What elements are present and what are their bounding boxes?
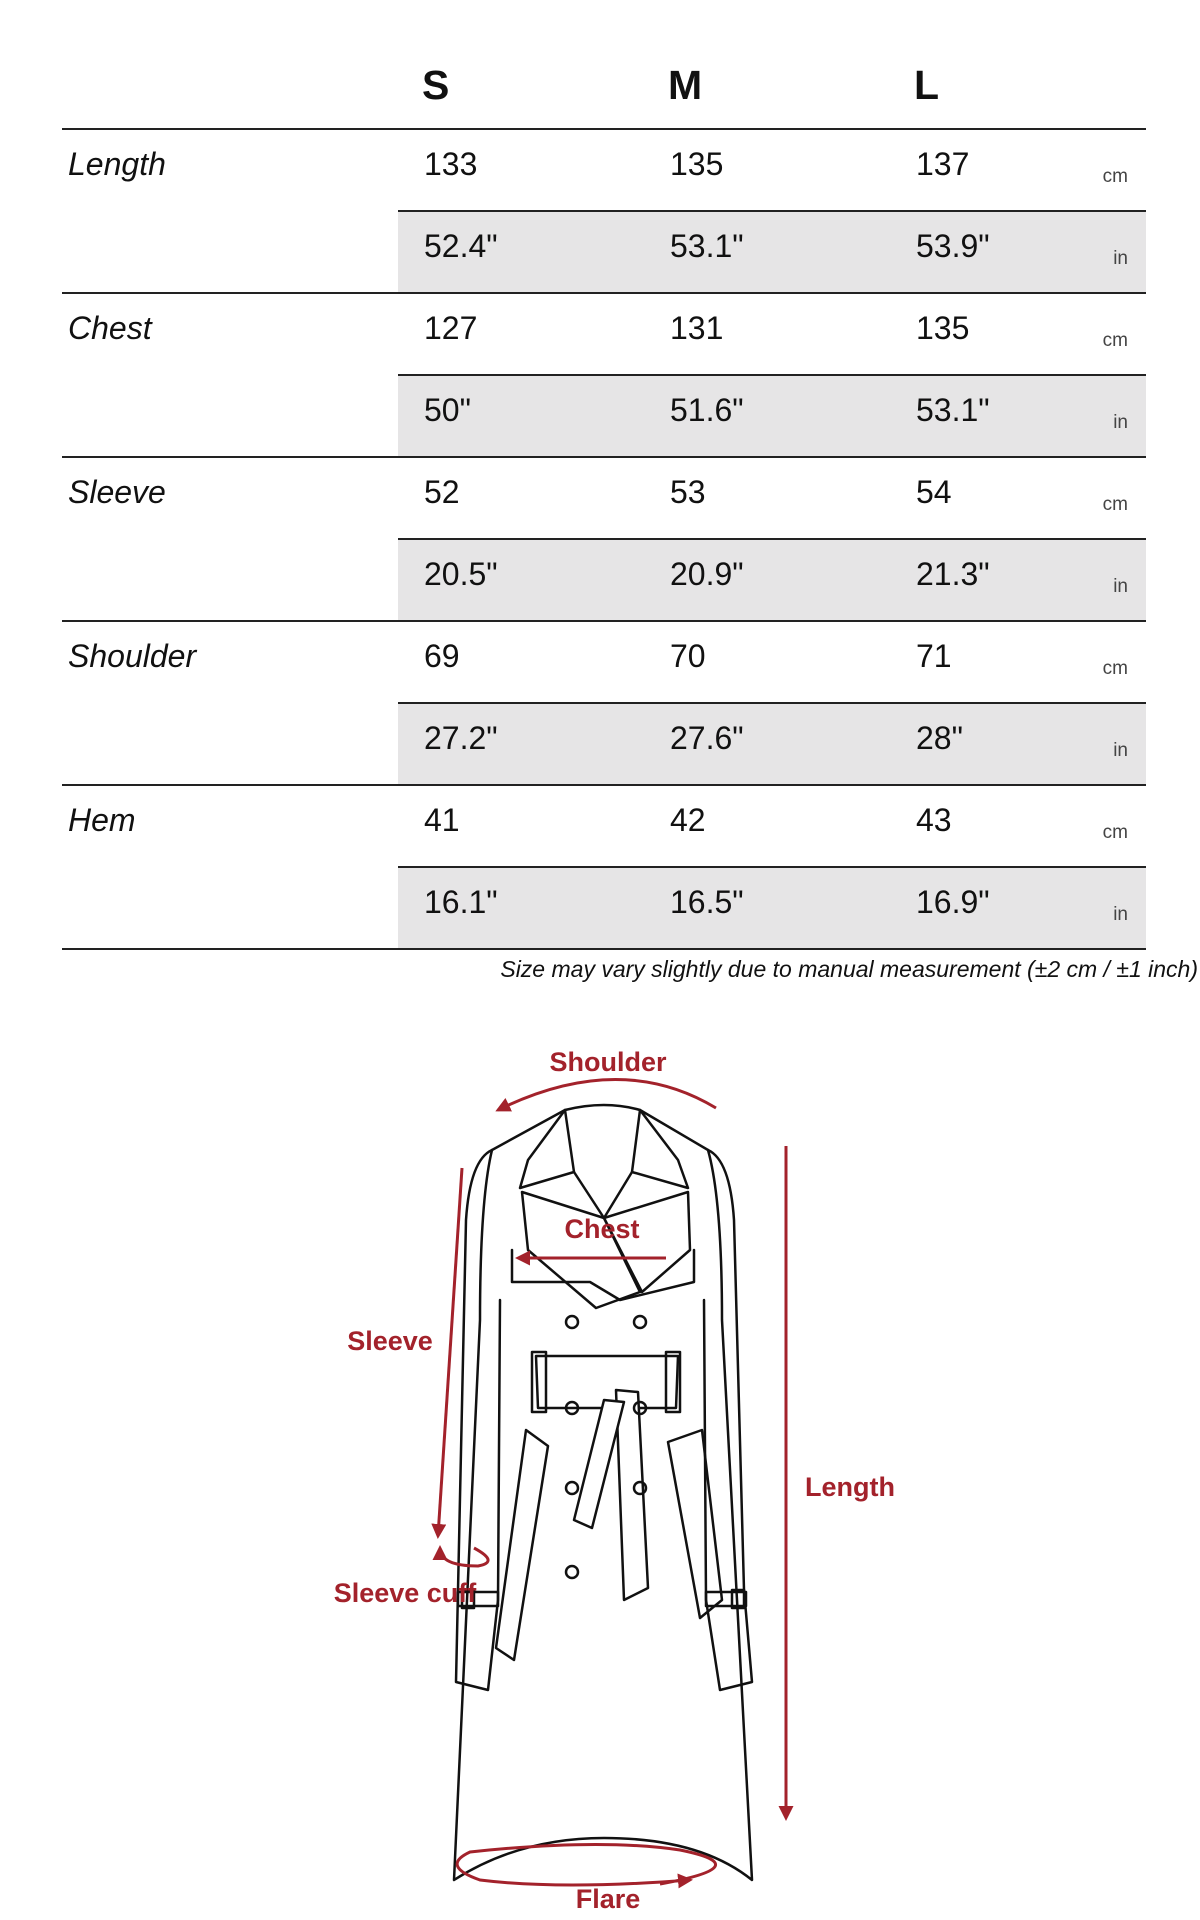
cm-value: 53 xyxy=(670,474,706,510)
inch-value: 27.6" xyxy=(670,720,744,756)
cm-value: 131 xyxy=(670,310,724,346)
length-label: Length xyxy=(805,1472,895,1502)
measurement-label-shoulder: Shoulder xyxy=(68,638,197,674)
inch-value: 16.5" xyxy=(670,884,744,920)
row-rule xyxy=(62,292,1146,294)
flare-label: Flare xyxy=(575,1884,641,1914)
inch-unit: in xyxy=(1113,248,1128,269)
row-rule xyxy=(62,784,1146,786)
cm-value: 54 xyxy=(916,474,952,510)
cm-value: 135 xyxy=(670,146,724,182)
header-rule xyxy=(62,128,1146,130)
cm-value: 52 xyxy=(424,474,460,510)
chest-label: Chest xyxy=(564,1214,640,1244)
cm-unit: cm xyxy=(1102,822,1128,843)
inch-unit: in xyxy=(1113,576,1128,597)
inch-value: 16.1" xyxy=(424,884,498,920)
inch-value: 52.4" xyxy=(424,228,498,264)
sub-rule xyxy=(398,538,1146,540)
cm-value: 70 xyxy=(670,638,706,674)
cm-value: 69 xyxy=(424,638,460,674)
flare-arrow xyxy=(457,1844,715,1885)
inch-value: 16.9" xyxy=(916,884,990,920)
size-header-m: M xyxy=(668,62,703,108)
measurement-label-length: Length xyxy=(68,146,166,182)
sleeve-cuff-label: Sleeve cuff xyxy=(333,1578,477,1608)
size-header-l: L xyxy=(914,62,940,108)
size-header-s: S xyxy=(422,62,450,108)
row-rule xyxy=(62,620,1146,622)
sleeve-label: Sleeve xyxy=(347,1326,433,1356)
inch-value: 51.6" xyxy=(670,392,744,428)
measurement-label-chest: Chest xyxy=(68,310,152,346)
inch-row-shade xyxy=(398,211,1146,292)
inch-value: 53.1" xyxy=(670,228,744,264)
inch-row-shade xyxy=(398,539,1146,620)
inch-row-shade xyxy=(398,703,1146,784)
size-table xyxy=(62,0,1146,952)
inch-value: 21.3" xyxy=(916,556,990,592)
measurement-label-sleeve: Sleeve xyxy=(68,474,166,510)
shoulder-label: Shoulder xyxy=(549,1047,667,1077)
cm-value: 133 xyxy=(424,146,478,182)
cm-unit: cm xyxy=(1102,166,1128,187)
inch-unit: in xyxy=(1113,412,1128,433)
inch-row-shade xyxy=(398,375,1146,456)
cm-unit: cm xyxy=(1102,494,1128,515)
cm-value: 43 xyxy=(916,802,952,838)
inch-value: 20.5" xyxy=(424,556,498,592)
cm-value: 127 xyxy=(424,310,478,346)
sub-rule xyxy=(398,374,1146,376)
row-rule xyxy=(62,948,1146,950)
sub-rule xyxy=(398,702,1146,704)
sub-rule xyxy=(398,866,1146,868)
inch-row-shade xyxy=(398,867,1146,948)
inch-unit: in xyxy=(1113,904,1128,925)
inch-value: 53.9" xyxy=(916,228,990,264)
inch-value: 53.1" xyxy=(916,392,990,428)
cm-value: 42 xyxy=(670,802,706,838)
cm-value: 71 xyxy=(916,638,952,674)
cm-unit: cm xyxy=(1102,330,1128,351)
row-rule xyxy=(62,456,1146,458)
cm-unit: cm xyxy=(1102,658,1128,679)
coat-measurement-diagram xyxy=(0,1000,1200,1920)
inch-unit: in xyxy=(1113,740,1128,761)
sleeve-arrow xyxy=(438,1168,462,1536)
measurement-label-hem: Hem xyxy=(68,802,136,838)
measurement-note: Size may vary slightly due to manual measurement (±2 cm / ±1 inch) xyxy=(500,956,1198,982)
cm-value: 135 xyxy=(916,310,970,346)
inch-value: 27.2" xyxy=(424,720,498,756)
cm-value: 41 xyxy=(424,802,460,838)
sub-rule xyxy=(398,210,1146,212)
inch-value: 50" xyxy=(424,392,471,428)
cm-value: 137 xyxy=(916,146,970,182)
inch-value: 20.9" xyxy=(670,556,744,592)
inch-value: 28" xyxy=(916,720,963,756)
